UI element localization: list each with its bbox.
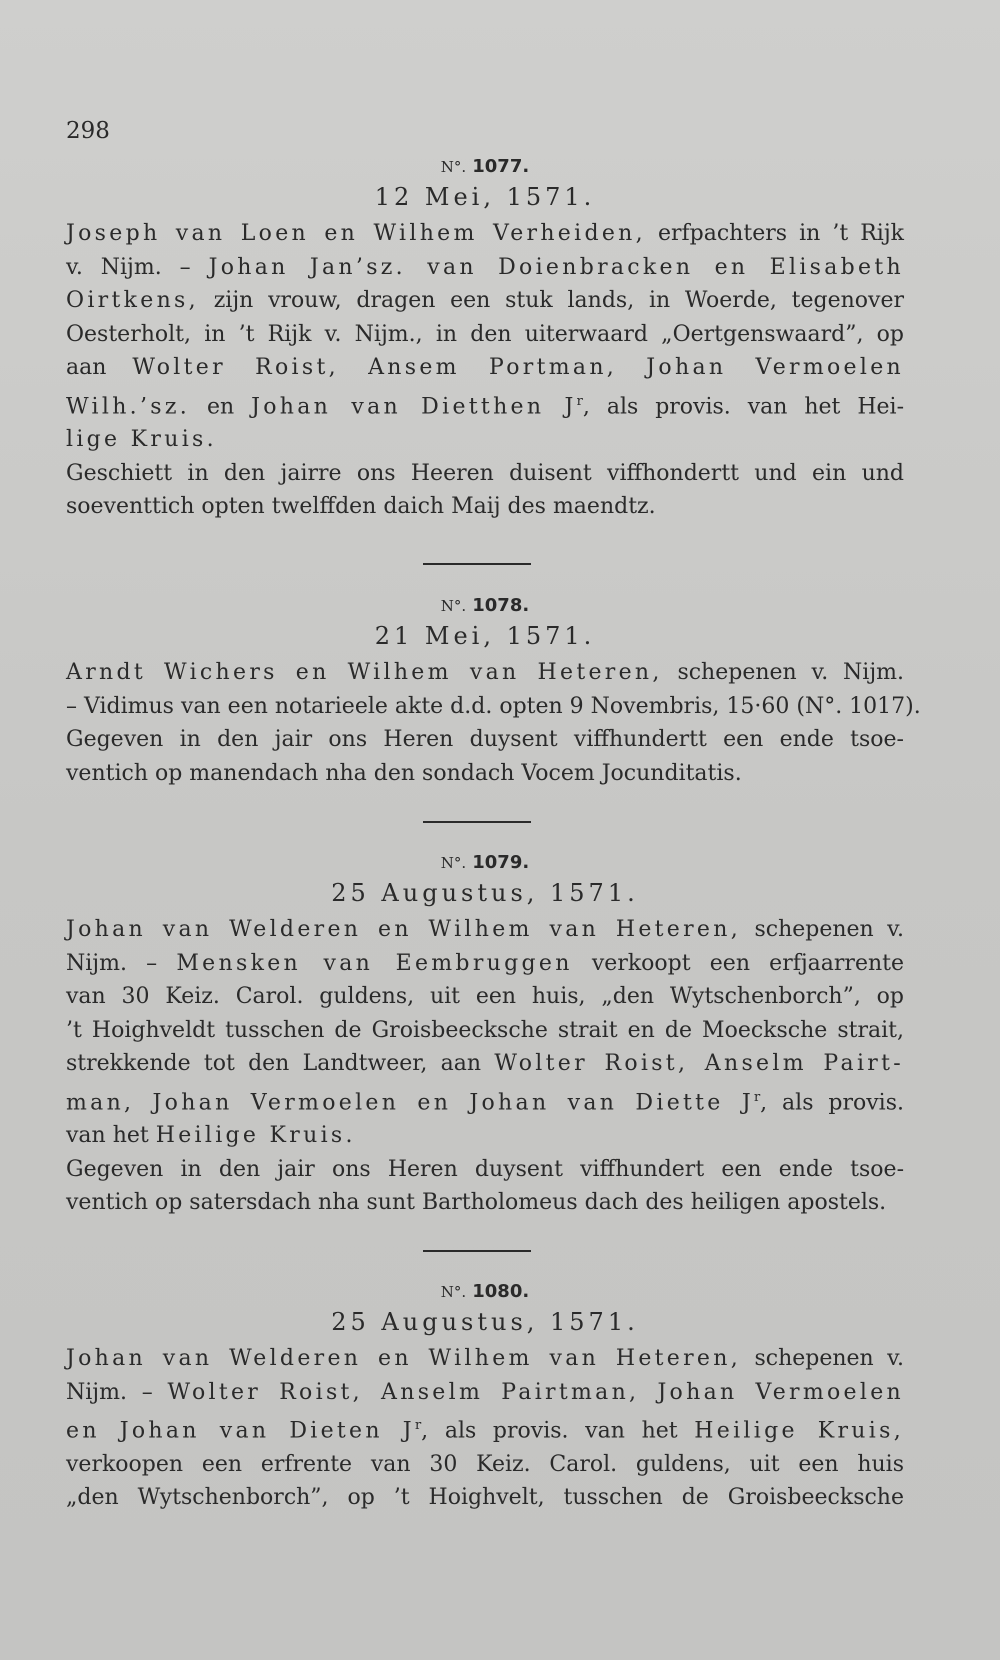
text-line: Wilh.’sz. en Johan van Dietthen $J^r$, als provis. van het Hei-: [66, 393, 904, 419]
entry-number: [66, 851, 904, 873]
entry-number-label: N°.: [440, 597, 467, 615]
closing-line: ventich op satersdach nha sunt Bartholomeus dach des heiligen apostels.: [66, 1190, 887, 1216]
entry-body: [66, 217, 904, 524]
text-line: aan Wolter Roist, Ansem Portman, Johan Vermoelen: [66, 355, 904, 380]
text-line: v. Nijm. – Johan Jan’sz. van Doienbracken en Elisabeth: [66, 254, 904, 280]
entry-date: 25 Augustus, 1571.: [331, 879, 639, 907]
text-line: Oirtkens, zijn vrouw, dragen een stuk lands, in Woerde, tegenover: [66, 288, 904, 313]
entry-number-value: 1079.: [472, 852, 530, 873]
text-line: verkoopen een erfrente van 30 Keiz. Carol. guldens, uit een huis: [66, 1451, 904, 1477]
entry-body: [66, 913, 904, 1220]
entry-1079: [66, 851, 904, 1220]
entry-number: [66, 1280, 904, 1302]
text-line: Oesterholt, in ’t Rijk v. Nijm., in den uiterwaard „Oertgenswaard”, op: [66, 321, 904, 347]
entry-number-value: 1080.: [472, 1281, 530, 1302]
entry-body: [66, 1342, 904, 1515]
text-line: Nijm. – Mensken van Eembruggen verkoopt een erfjaarrente: [66, 950, 904, 976]
text-line: ’t Hoighveldt tusschen de Groisbeecksche strait en de Moecksche strait,: [66, 1017, 904, 1043]
entry-body: [66, 656, 921, 790]
text-line: van 30 Keiz. Carol. guldens, uit een huis, „den Wytschenborch”, op: [66, 984, 904, 1009]
entry-1080: [66, 1280, 904, 1515]
entry-number: [66, 594, 904, 616]
text-line: van het Heilige Kruis.: [66, 1123, 356, 1149]
closing-line: Gegeven in den jair ons Heren duysent viffhundertt een ende tsoe-: [66, 727, 904, 752]
entry-number-label: N°.: [440, 158, 467, 176]
text-line: lige Kruis.: [66, 427, 217, 453]
text-line: Johan van Welderen en Wilhem van Heteren, schepenen v.: [66, 917, 904, 942]
closing-line: Gegeven in den jair ons Heren duysent viffhundert een ende tsoe-: [66, 1156, 904, 1182]
entry-number-label: N°.: [440, 854, 467, 872]
text-line: en Johan van Dieten $J^r$, als provis. van het Heilige Kruis,: [66, 1418, 904, 1444]
closing-line: soeventtich opten twelffden daich Maij des maendtz.: [66, 494, 656, 520]
text-line: man, Johan Vermoelen en Johan van Diette $J^r$, als provis.: [66, 1089, 904, 1115]
text-line: Johan van Welderen en Wilhem van Heteren, schepenen v.: [66, 1346, 904, 1371]
entry-number: [66, 155, 904, 177]
text-line: Nijm. – Wolter Roist, Anselm Pairtman, Johan Vermoelen: [66, 1379, 904, 1405]
text-line: „den Wytschenborch”, op ’t Hoighvelt, tusschen de Groisbeecksche: [66, 1485, 904, 1511]
entry-number-label: N°.: [440, 1283, 467, 1301]
entry-1078: [66, 594, 921, 790]
section-divider: [423, 563, 531, 565]
entry-date: 21 Mei, 1571.: [374, 622, 596, 650]
entry-number-value: 1078.: [472, 595, 530, 616]
entry-1077: [66, 155, 904, 524]
closing-line: Geschiett in den jairre ons Heeren duisent viffhondertt und ein und: [66, 460, 904, 486]
page-number: 298: [66, 118, 110, 144]
section-divider: [423, 821, 531, 823]
text-line: Arndt Wichers en Wilhem van Heteren, schepenen v. Nijm.: [66, 660, 904, 685]
section-divider: [423, 1250, 531, 1252]
closing-line: ventich op manendach nha den sondach Vocem Jocunditatis.: [66, 760, 742, 786]
entry-number-value: 1077.: [472, 156, 530, 177]
text-line: Joseph van Loen en Wilhem Verheiden, erfpachters in ’t Rijk: [66, 221, 904, 246]
text-line: – Vidimus van een notarieele akte d.d. opten 9 Novembris, 15·60 (N°. 1017).: [66, 693, 921, 719]
entry-date: 25 Augustus, 1571.: [331, 1308, 639, 1336]
entry-date: 12 Mei, 1571.: [374, 183, 596, 211]
text-line: strekkende tot den Landtweer, aan Wolter Roist, Anselm Pairt-: [66, 1051, 904, 1076]
